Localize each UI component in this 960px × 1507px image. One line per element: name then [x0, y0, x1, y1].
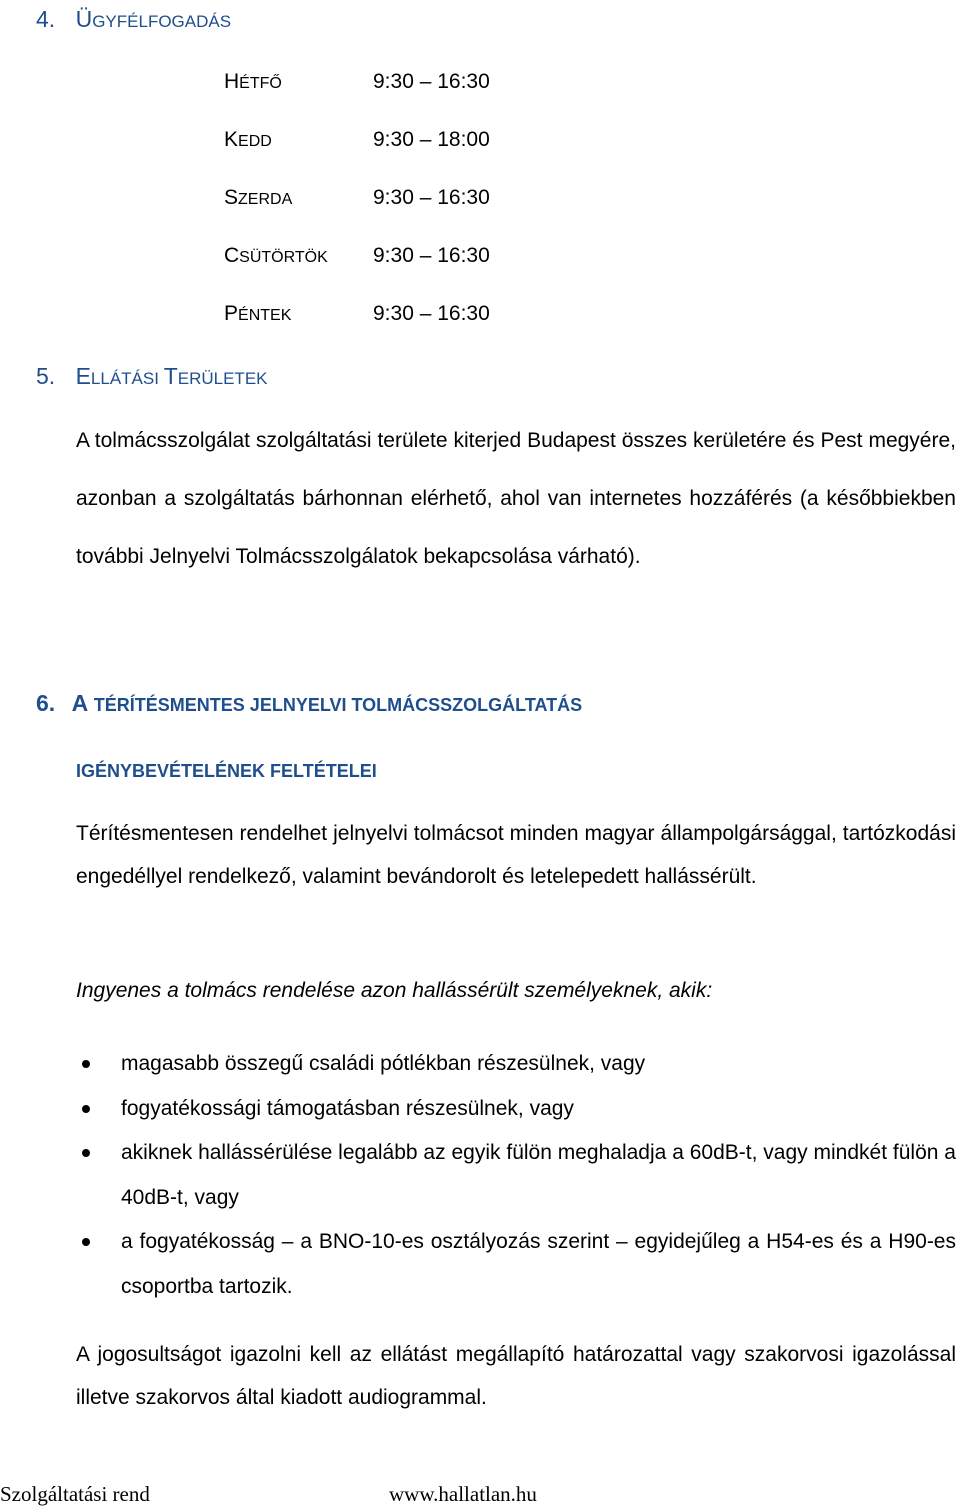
eligibility-intro: Ingyenes a tolmács rendelése azon hallássérült személyeknek, akik: — [76, 979, 713, 1002]
section-4-title-rest: GYFÉLFOGADÁS — [92, 12, 232, 31]
schedule-hours: 9:30 – 16:30 — [373, 70, 490, 93]
bullet-icon — [82, 1238, 90, 1246]
section-6-heading: 6. A TÉRÍTÉSMENTES JELNYELVI TOLMÁCSSZOLGÁLTATÁS — [36, 690, 583, 716]
schedule-day: KEDD — [224, 128, 272, 151]
eligibility-list — [76, 1042, 956, 1309]
schedule-day: CSÜTÖRTÖK — [224, 244, 328, 267]
section-6-number: 6. — [36, 690, 56, 716]
section-4-heading — [36, 5, 231, 36]
section-5-body: A tolmácsszolgálat szolgáltatási területe kiterjed Budapest összes kerületére és Pest megyére, azonban a szolgáltatás bárhonnan elérhető, ahol van internetes hozzáférés (a későbbiekben további Jelnyelvi Tolmácsszolgálatok bekapcsolása várható). — [76, 429, 956, 568]
bullet-icon — [82, 1105, 90, 1113]
bullet-icon — [82, 1149, 90, 1157]
section-4-title-first: Ü — [75, 6, 93, 32]
list-item: fogyatékossági támogatásban részesülnek, vagy — [76, 1087, 956, 1132]
section-5-number: 5. — [36, 363, 56, 389]
schedule-day: HÉTFŐ — [224, 70, 282, 93]
schedule-day: SZERDA — [224, 186, 293, 209]
list-item: akiknek hallássérülése legalább az egyik fülön meghaladja a 60dB-t, vagy mindkét fülön a 40dB-t, vagy — [76, 1131, 956, 1220]
schedule-hours: 9:30 – 18:00 — [373, 128, 490, 151]
section-6-heading-line2: IGÉNYBEVÉTELÉNEK FELTÉTELEI — [76, 761, 377, 781]
closing-paragraph: A jogosultságot igazolni kell az ellátást megállapító határozattal vagy szakorvosi igazolással illetve szakorvos által kiadott audiogrammal. — [76, 1343, 956, 1409]
schedule-hours: 9:30 – 16:30 — [373, 244, 490, 267]
schedule-hours: 9:30 – 16:30 — [373, 186, 490, 209]
section-5-heading: 5. ELLÁTÁSI TERÜLETEK — [36, 363, 268, 389]
list-item: magasabb összegű családi pótlékban részesülnek, vagy — [76, 1042, 956, 1087]
section-6-body: Térítésmentesen rendelhet jelnyelvi tolmácsot minden magyar állampolgársággal, tartózkodási engedéllyel rendelkező, valamint bevándorolt és letelepedett hallássérült. — [76, 822, 956, 888]
schedule-hours: 9:30 – 16:30 — [373, 302, 490, 325]
footer-url[interactable]: www.hallatlan.hu — [389, 1482, 537, 1506]
footer-left: Szolgáltatási rend — [0, 1482, 150, 1506]
section-4-number: 4. — [36, 6, 56, 32]
bullet-icon — [82, 1060, 90, 1068]
schedule-day: PÉNTEK — [224, 302, 292, 325]
list-item: a fogyatékosság – a BNO-10-es osztályozás szerint – egyidejűleg a H54-es és a H90-es csoportba tartozik. — [76, 1220, 956, 1309]
